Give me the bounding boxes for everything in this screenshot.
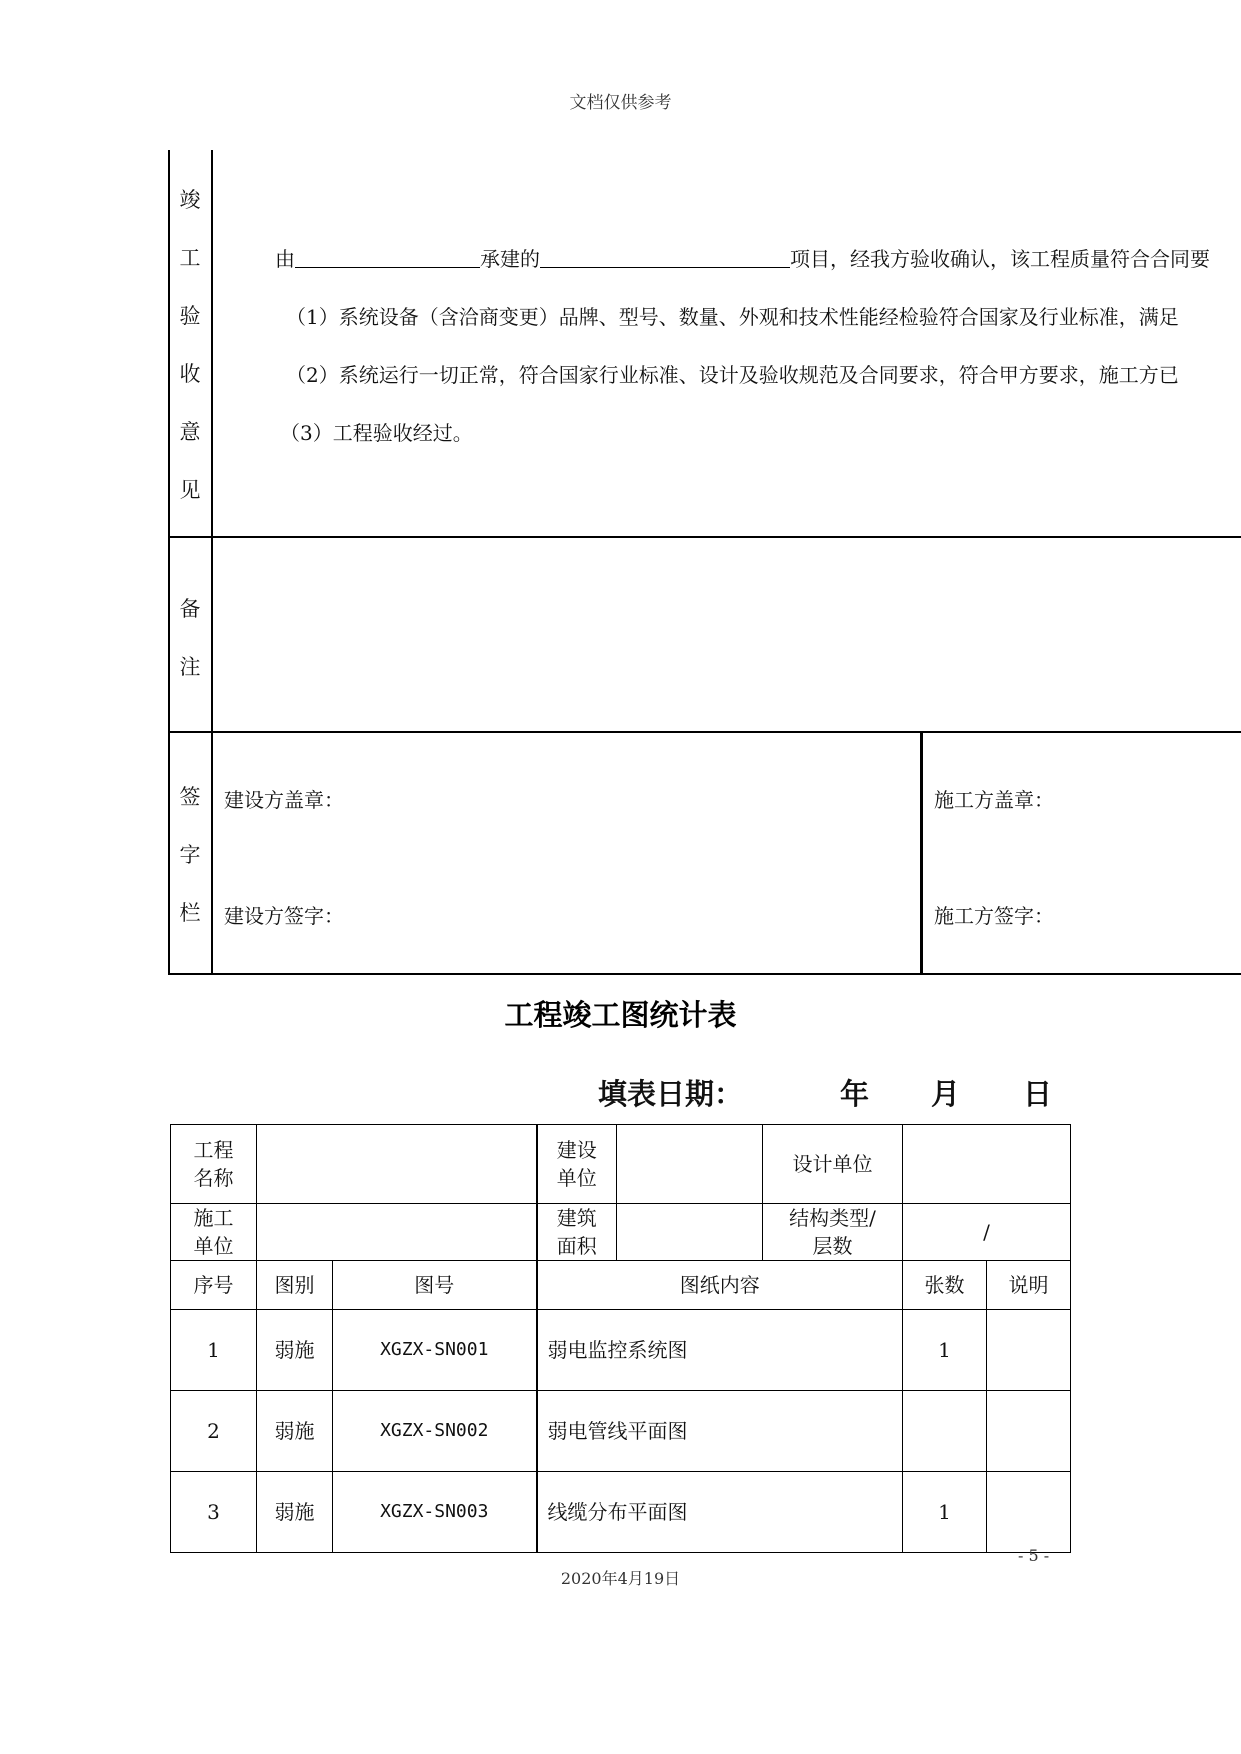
- building-area-value: [617, 1204, 763, 1261]
- row-code: XGZX-SN002: [333, 1391, 537, 1472]
- row-note: [987, 1310, 1071, 1391]
- row-no: 2: [171, 1391, 257, 1472]
- row-note: [987, 1391, 1071, 1472]
- row-divider: [168, 536, 1241, 538]
- row-content: 弱电监控系统图: [537, 1310, 903, 1391]
- row-divider: [168, 731, 1241, 733]
- row-sheets: 1: [903, 1310, 987, 1391]
- row-note: [987, 1472, 1071, 1553]
- contractor-seal-label: 施工方盖章：: [934, 788, 1054, 812]
- row-type: 弱施: [257, 1472, 333, 1553]
- column-header-sheets: 张数: [903, 1261, 987, 1310]
- fill-date-year: 年: [840, 1077, 870, 1111]
- fill-date-month: 月: [931, 1077, 961, 1111]
- construction-unit-label: 施工 单位: [171, 1204, 257, 1261]
- contractor-sign-label: 施工方签字：: [934, 904, 1054, 928]
- contractor-blank: [295, 247, 480, 268]
- opinion-label: 竣 工 验 收 意 见: [179, 188, 201, 502]
- row-type: 弱施: [257, 1310, 333, 1391]
- row-type: 弱施: [257, 1391, 333, 1472]
- column-header-type: 图别: [257, 1261, 333, 1310]
- construction-unit-value: [257, 1204, 537, 1261]
- design-unit-label: 设计单位: [763, 1125, 903, 1204]
- structure-type-label: 结构类型/ 层数: [763, 1204, 903, 1261]
- column-header-code: 图号: [333, 1261, 537, 1310]
- table-row: [171, 1391, 1071, 1472]
- signature-label: 签 字 栏: [179, 785, 201, 925]
- remarks-label: 备 注: [179, 597, 201, 679]
- row-content: 弱电管线平面图: [537, 1391, 903, 1472]
- stats-table-title: 工程竣工图统计表: [504, 998, 737, 1032]
- owner-sign-label: 建设方签字：: [224, 904, 344, 928]
- building-area-label: 建筑 面积: [537, 1204, 617, 1261]
- header-note: 文档仅供参考: [569, 93, 672, 113]
- opinion-item-3: （3）工程验收经过。: [280, 421, 473, 445]
- project-blank: [540, 247, 790, 268]
- footer-date: 2020年4月19日: [560, 1569, 681, 1588]
- acceptance-table: [168, 150, 1241, 975]
- page-number: - 5 -: [1018, 1546, 1050, 1565]
- project-name-label: 工程 名称: [171, 1125, 257, 1204]
- signature-divider: [920, 731, 923, 975]
- drawing-stats-table: [170, 1124, 1071, 1553]
- row-code: XGZX-SN001: [333, 1310, 537, 1391]
- column-header-no: 序号: [171, 1261, 257, 1310]
- column-header-note: 说明: [987, 1261, 1071, 1310]
- owner-unit-label: 建设 单位: [537, 1125, 617, 1204]
- project-name-value: [257, 1125, 537, 1204]
- owner-seal-label: 建设方盖章：: [224, 788, 344, 812]
- row-sheets: 1: [903, 1472, 987, 1553]
- row-sheets: [903, 1391, 987, 1472]
- row-no: 3: [171, 1472, 257, 1553]
- row-no: 1: [171, 1310, 257, 1391]
- opinion-line-1: 由 承建的 项目，经我方验收确认，该工程质量符合合同要: [275, 247, 1210, 271]
- row-code: XGZX-SN003: [333, 1472, 537, 1553]
- column-header-content: 图纸内容: [537, 1261, 903, 1310]
- design-unit-value: [903, 1125, 1071, 1204]
- table-bottom-border: [168, 973, 1241, 975]
- fill-date-day: 日: [1023, 1077, 1053, 1111]
- fill-date-label: 填表日期：: [598, 1077, 744, 1111]
- structure-type-value: /: [903, 1204, 1071, 1261]
- opinion-item-1: （1）系统设备（含洽商变更）品牌、型号、数量、外观和技术性能经检验符合国家及行业标准，满足: [286, 305, 1179, 329]
- row-content: 线缆分布平面图: [537, 1472, 903, 1553]
- table-row: [171, 1310, 1071, 1391]
- opinion-item-2: （2）系统运行一切正常，符合国家行业标准、设计及验收规范及合同要求，符合甲方要求，施工方已: [286, 363, 1179, 387]
- label-column-border: [211, 150, 213, 975]
- owner-unit-value: [617, 1125, 763, 1204]
- table-row: [171, 1472, 1071, 1553]
